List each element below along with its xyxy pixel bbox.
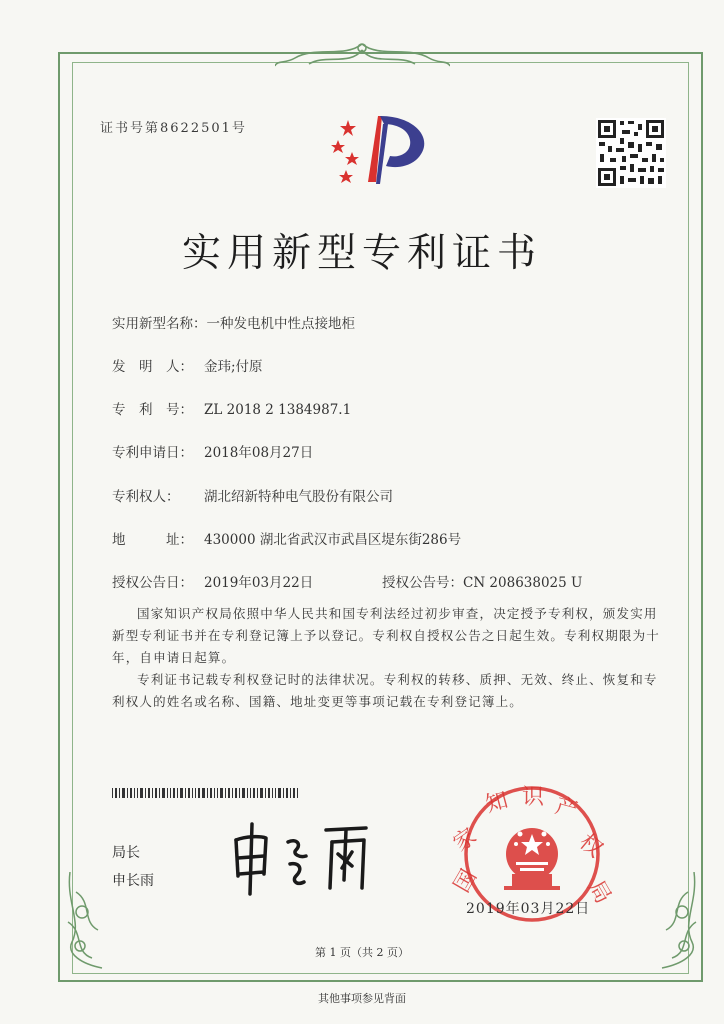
field-value: 2019年03月22日: [204, 575, 314, 591]
back-page-note: 其他事项参见背面: [318, 992, 406, 1005]
field-row-address: [112, 528, 461, 548]
director-title: 局长: [112, 845, 140, 861]
field-row-inventor: [112, 355, 263, 375]
svg-text:识: 识: [522, 785, 545, 810]
field-value: 湖北绍新特种电气股份有限公司: [204, 489, 393, 505]
field-row-filing-date: [112, 441, 313, 461]
top-ornament: [275, 40, 450, 72]
field-row-name: [112, 312, 355, 332]
body-paragraph: 国家知识产权局依照中华人民共和国专利法经过初步审查，决定授予专利权，颁发实用新型专利证书并在专利登记簿上予以登记。专利权自授权公告之日起生效。专利权期限为十年，自申请日起算。: [112, 606, 661, 665]
svg-text:国: 国: [449, 865, 483, 897]
field-value: 430000 湖北省武汉市武昌区堤东街286号: [204, 532, 462, 548]
qr-code: [596, 118, 666, 188]
svg-text:知: 知: [483, 787, 511, 818]
svg-text:权: 权: [574, 829, 608, 863]
field-label: 专利权人：: [112, 489, 180, 505]
field-value: 一种发电机中性点接地柜: [206, 316, 355, 332]
field-label: 授权公告号：: [382, 575, 463, 591]
field-row-grant-date: [112, 571, 313, 591]
page-number: 第 1 页（共 2 页）: [315, 946, 409, 959]
field-label: 专 利 号：: [112, 402, 193, 418]
body-paragraph: 专利证书记载专利权登记时的法律状况。专利权的转移、质押、无效、终止、恢复和专利权人的姓名或名称、国籍、地址变更等事项记载在专利登记簿上。: [112, 672, 658, 709]
field-label: 专利申请日：: [112, 445, 193, 461]
patent-office-logo: [328, 112, 438, 197]
svg-text:家: 家: [449, 823, 482, 857]
field-label: 实用新型名称：: [112, 316, 207, 332]
field-value: CN 208638025 U: [463, 575, 583, 591]
field-value: 2018年08月27日: [204, 445, 314, 461]
svg-text:产: 产: [552, 793, 581, 824]
field-row-grant-number: [382, 571, 582, 591]
svg-text:局: 局: [582, 876, 616, 909]
field-label: 发 明 人：: [112, 359, 193, 375]
field-value: ZL 2018 2 1384987.1: [204, 402, 352, 418]
certificate-number: 证书号第8622501号: [100, 121, 247, 136]
field-label: 授权公告日：: [112, 575, 193, 591]
field-row-patentee: [112, 485, 393, 505]
seal-date: 2019年03月22日: [466, 901, 591, 917]
director-name: 申长雨: [112, 873, 154, 889]
barcode: [112, 788, 298, 798]
director-signature: [226, 818, 376, 898]
certificate-title: 实用新型专利证书: [181, 231, 542, 276]
field-label: 地 址：: [112, 532, 193, 548]
field-row-patent-number: [112, 398, 351, 418]
field-value: 金玮;付原: [204, 359, 263, 375]
